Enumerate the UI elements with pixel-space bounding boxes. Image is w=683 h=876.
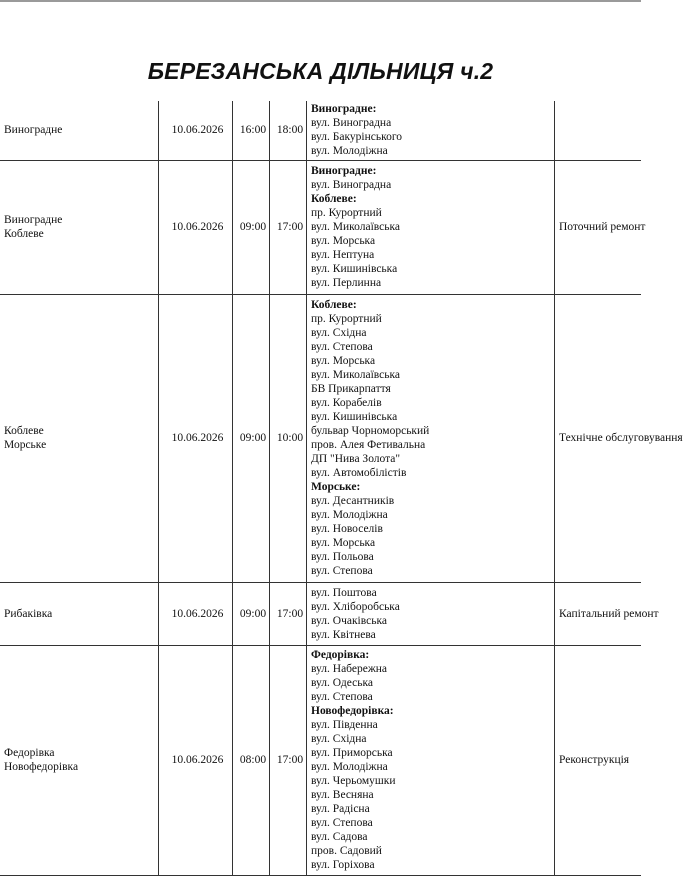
- outage-schedule-table: [0, 101, 683, 876]
- street-name: вул. Польова: [311, 551, 374, 563]
- street-name: вул. Десантників: [311, 495, 395, 507]
- street-name: вул. Морська: [311, 537, 376, 549]
- end-time-cell: 18:00: [270, 101, 307, 160]
- settlement-heading: Коблеве:: [311, 193, 357, 205]
- street-name: вул. Миколаївська: [311, 369, 401, 381]
- work-type-cell: Реконструкція: [555, 645, 642, 875]
- street-name: вул. Молодіжна: [311, 761, 388, 773]
- street-name: вул. Степова: [311, 565, 373, 577]
- street-name: вул. Набережна: [311, 663, 388, 675]
- street-name: пр. Курортний: [311, 313, 382, 325]
- street-name: вул. Квітнева: [311, 628, 376, 641]
- street-name: пр. Курортний: [311, 207, 382, 219]
- settlement-name: Коблеве: [4, 425, 44, 437]
- street-name: вул. Виноградна: [311, 179, 392, 191]
- end-time-cell: 17:00: [270, 160, 307, 294]
- street-name: вул. Черьомушки: [311, 775, 396, 787]
- street-name: пров. Садовий: [311, 845, 382, 857]
- street-name: бульвар Чорноморський: [311, 425, 430, 437]
- street-name: вул. Корабелів: [311, 397, 382, 409]
- street-name: вул. Степова: [311, 817, 373, 829]
- date-cell: 10.06.2026: [159, 582, 233, 645]
- settlement-cell: [0, 582, 159, 645]
- work-type-cell: Капітальний ремонт: [555, 582, 642, 645]
- street-name: ДП "Нива Золота": [311, 453, 401, 465]
- settlement-heading: Коблеве:: [311, 299, 357, 311]
- street-name: вул. Виноградна: [311, 117, 392, 130]
- table-row: [0, 160, 641, 294]
- work-type-cell: Технічне обслуговування: [555, 294, 642, 582]
- street-name: вул. Весняна: [311, 789, 374, 801]
- streets-cell: [307, 101, 555, 160]
- settlement-name: Виноградне: [4, 124, 63, 137]
- street-name: вул. Морська: [311, 235, 376, 247]
- settlement-name: Виноградне: [4, 214, 63, 226]
- settlement-name: Рибаківка: [4, 607, 53, 620]
- street-name: вул. Нептуна: [311, 249, 375, 261]
- settlement-heading: Виноградне:: [311, 165, 377, 177]
- end-time-cell: 17:00: [270, 645, 307, 875]
- start-time-cell: 08:00: [233, 645, 270, 875]
- street-name: вул. Кишинівська: [311, 411, 398, 423]
- street-name: вул. Садова: [311, 831, 368, 843]
- settlement-name: Новофедорівка: [4, 761, 79, 773]
- start-time-cell: 09:00: [233, 294, 270, 582]
- street-name: вул. Хліборобська: [311, 600, 400, 613]
- street-name: вул. Очаківська: [311, 614, 387, 627]
- settlement-name: Морське: [4, 439, 47, 451]
- settlement-cell: [0, 101, 159, 160]
- street-name: вул. Радісна: [311, 803, 370, 815]
- start-time-cell: 16:00: [233, 101, 270, 160]
- settlement-heading: Морське:: [311, 481, 361, 493]
- settlement-cell: [0, 294, 159, 582]
- street-name: вул. Південна: [311, 719, 378, 731]
- end-time-cell: 10:00: [270, 294, 307, 582]
- table-row: [0, 645, 641, 875]
- date-cell: 10.06.2026: [159, 294, 233, 582]
- table-row: [0, 582, 641, 645]
- street-name: вул. Степова: [311, 691, 373, 703]
- street-name: вул. Молодіжна: [311, 145, 388, 158]
- street-name: вул. Приморська: [311, 747, 393, 759]
- street-name: вул. Бакурінського: [311, 131, 403, 144]
- street-name: вул. Автомобілістів: [311, 467, 407, 479]
- street-name: вул. Степова: [311, 341, 373, 353]
- end-time-cell: 17:00: [270, 582, 307, 645]
- start-time-cell: 09:00: [233, 160, 270, 294]
- settlement-heading: Новофедорівка:: [311, 705, 394, 717]
- street-name: БВ Прикарпаття: [311, 383, 391, 395]
- date-cell: 10.06.2026: [159, 160, 233, 294]
- street-name: вул. Молодіжна: [311, 509, 388, 521]
- settlement-name: Федорівка: [4, 747, 55, 759]
- street-name: вул. Поштова: [311, 586, 377, 599]
- work-type-cell: [555, 101, 642, 160]
- settlement-cell: [0, 645, 159, 875]
- streets-cell: [307, 294, 555, 582]
- street-name: вул. Новоселів: [311, 523, 383, 535]
- streets-cell: [307, 160, 555, 294]
- date-cell: 10.06.2026: [159, 101, 233, 160]
- street-name: вул. Миколаївська: [311, 221, 401, 233]
- schedule-table-body: [0, 101, 683, 875]
- table-row: [0, 101, 641, 160]
- street-name: вул. Одеська: [311, 677, 374, 689]
- settlement-heading: Федорівка:: [311, 649, 370, 661]
- page-title: БЕРЕЗАНСЬКА ДІЛЬНИЦЯ ч.2: [147, 58, 494, 84]
- settlement-cell: [0, 160, 159, 294]
- street-name: вул. Східна: [311, 733, 367, 745]
- streets-cell: [307, 645, 555, 875]
- street-name: вул. Перлинна: [311, 277, 382, 289]
- street-name: вул. Східна: [311, 327, 367, 339]
- streets-cell: [307, 582, 555, 645]
- street-name: вул. Морська: [311, 355, 376, 367]
- street-name: вул. Кишинівська: [311, 263, 398, 275]
- street-name: вул. Горіхова: [311, 859, 375, 871]
- work-type-cell: Поточний ремонт: [555, 160, 642, 294]
- settlement-name: Коблеве: [4, 228, 44, 240]
- top-border-line: [0, 0, 641, 2]
- date-cell: 10.06.2026: [159, 645, 233, 875]
- start-time-cell: 09:00: [233, 582, 270, 645]
- settlement-heading: Виноградне:: [311, 103, 377, 116]
- street-name: пров. Алея Фетивальна: [311, 439, 426, 451]
- table-row: [0, 294, 641, 582]
